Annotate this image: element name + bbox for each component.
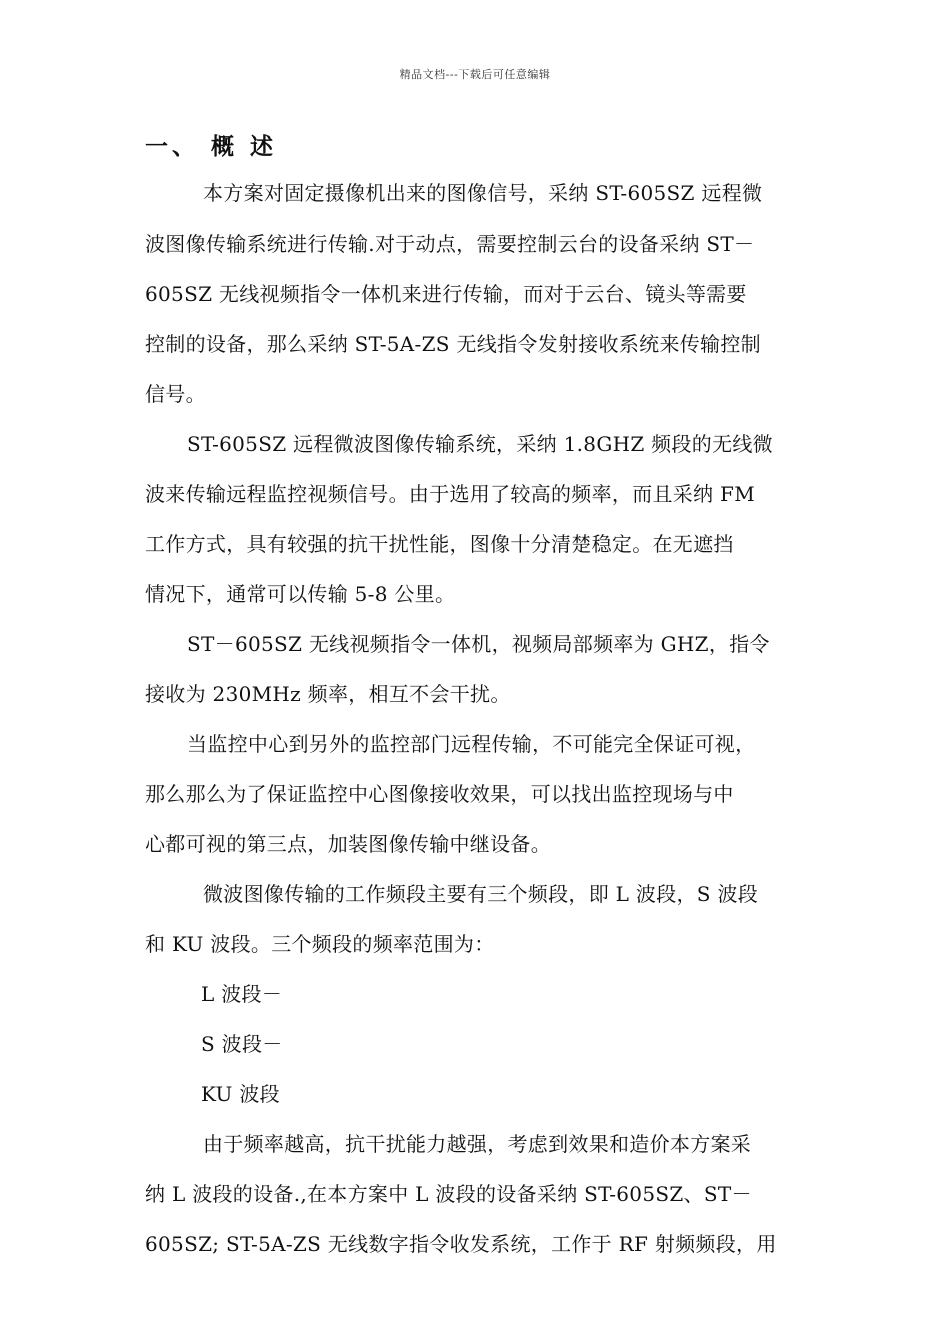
paragraph-line: 接收为 230MHz 频率，相互不会干扰。	[145, 682, 511, 706]
band-list-item: S 波段－	[201, 1032, 283, 1056]
paragraph-line: 波图像传输系统进行传输.对于动点，需要控制云台的设备采纳 ST－	[145, 232, 755, 256]
paragraph-line: 纳 L 波段的设备.,在本方案中 L 波段的设备采纳 ST-605SZ、ST－	[145, 1182, 752, 1206]
paragraph-line: 605SZ; ST-5A-ZS 无线数字指令收发系统，工作于 RF 射频频段，用	[145, 1232, 777, 1256]
paragraph-line: 本方案对固定摄像机出来的图像信号，采纳 ST-605SZ 远程微	[203, 181, 763, 205]
paragraph-line: 由于频率越高，抗干扰能力越强，考虑到效果和造价本方案采	[203, 1132, 752, 1156]
paragraph-line: ST－605SZ 无线视频指令一体机，视频局部频率为 GHZ，指令	[187, 632, 770, 656]
section-heading: 一、 概 述	[145, 133, 278, 160]
paragraph-line: 波来传输远程监控视频信号。由于选用了较高的频率，而且采纳 FM	[145, 482, 756, 506]
paragraph-line: 心都可视的第三点，加装图像传输中继设备。	[145, 832, 551, 856]
paragraph-line: 605SZ 无线视频指令一体机来进行传输，而对于云台、镜头等需要	[145, 282, 747, 306]
paragraph-line: 控制的设备，那么采纳 ST-5A-ZS 无线指令发射接收系统来传输控制	[145, 332, 761, 356]
paragraph-line: 情况下，通常可以传输 5-8 公里。	[145, 582, 456, 606]
paragraph-line: 微波图像传输的工作频段主要有三个频段，即 L 波段，S 波段	[203, 882, 759, 906]
paragraph-line: 当监控中心到另外的监控部门远程传输，不可能完全保证可视，	[187, 732, 756, 756]
paragraph-line: ST-605SZ 远程微波图像传输系统，采纳 1.8GHZ 频段的无线微	[187, 432, 773, 456]
paragraph-line: 和 KU 波段。三个频段的频率范围为：	[145, 932, 495, 956]
paragraph-line: 工作方式，具有较强的抗干扰性能，图像十分清楚稳定。在无遮挡	[145, 532, 734, 556]
paragraph-line: 那么那么为了保证监控中心图像接收效果，可以找出监控现场与中	[145, 782, 734, 806]
band-list-item: L 波段－	[201, 982, 283, 1006]
page-header: 精品文档---下载后可任意编辑	[399, 68, 551, 81]
band-list-item: KU 波段	[201, 1082, 280, 1106]
paragraph-line: 信号。	[145, 382, 206, 406]
